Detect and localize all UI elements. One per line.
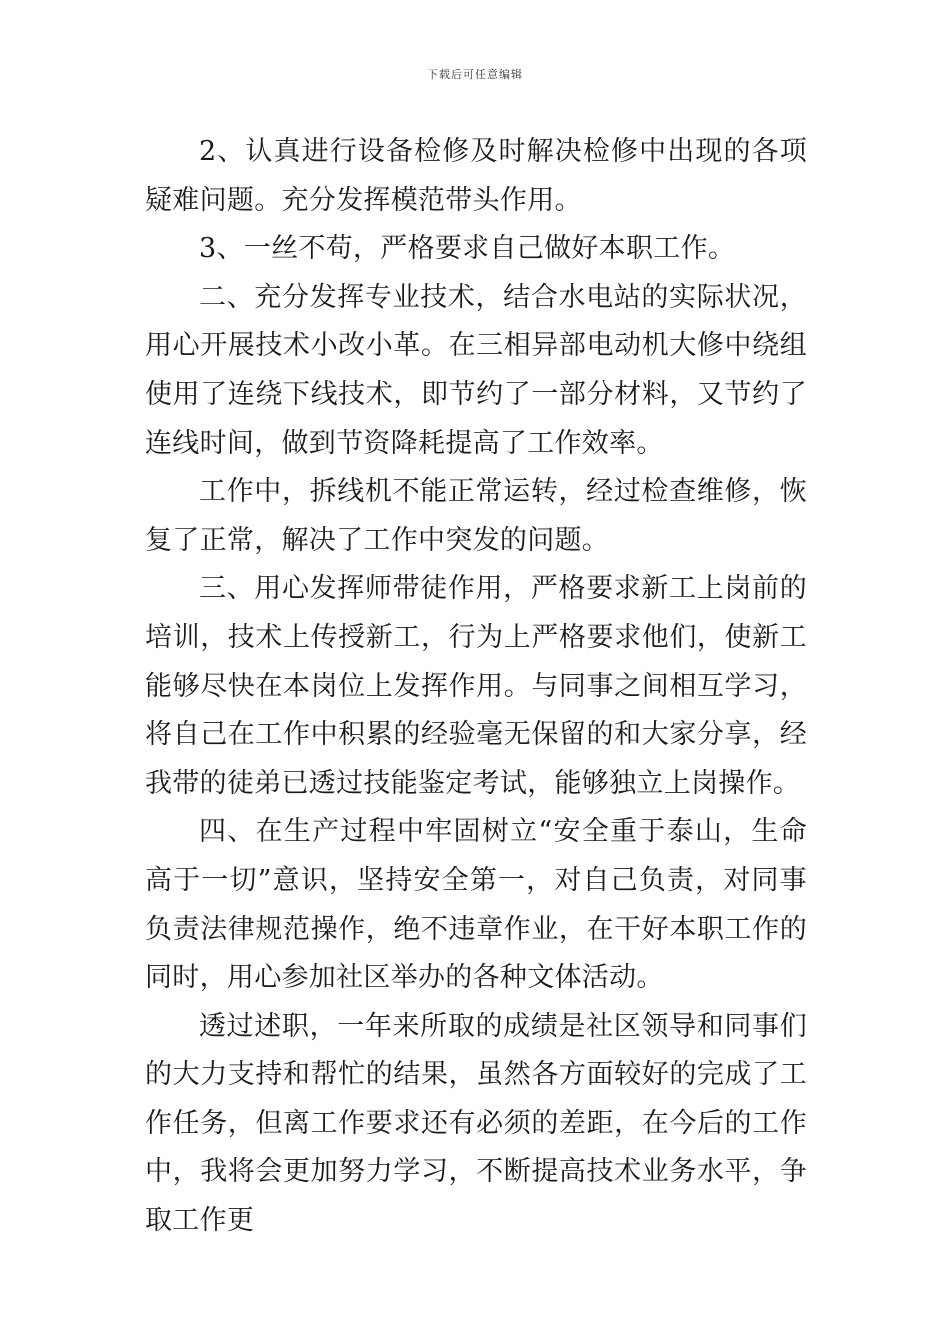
paragraph-machine-repair: 工作中，拆线机不能正常运转，经过检查维修，恢复了正常，解决了工作中突发的问题。 <box>145 476 807 556</box>
paragraph-item-2: 2、认真进行设备检修及时解决检修中出现的各项疑难问题。充分发挥模范带头作用。 <box>145 136 807 216</box>
paragraph-section-4: 四、在生产过程中牢固树立“安全重于泰山，生命高于一切”意识，坚持安全第一，对自己负责，对同事负责法律规范操作，绝不违章作业，在干好本职工作的同时，用心参加社区举办的各种文体活动。 <box>145 816 807 994</box>
paragraph-section-2: 二、充分发挥专业技术，结合水电站的实际状况，用心开展技术小改小革。在三相异部电动机大修中绕组使用了连绕下线技术，即节约了一部分材料，又节约了连线时间，做到节资降耗提高了工作效率。 <box>145 281 807 459</box>
page-header-note: 下载后可任意编辑 <box>427 68 523 81</box>
document-body <box>145 128 807 1246</box>
paragraph-item-3: 3、一丝不苟，严格要求自己做好本职工作。 <box>199 233 736 265</box>
paragraph-section-3: 三、用心发挥师带徒作用，严格要求新工上岗前的培训，技术上传授新工，行为上严格要求他们，使新工能够尽快在本岗位上发挥作用。与同事之间相互学习，将自己在工作中积累的经验毫无保留的和大家分享，经我带的徒弟已透过技能鉴定考试，能够独立上岗操作。 <box>145 573 807 799</box>
paragraph-summary: 透过述职，一年来所取的成绩是社区领导和同事们的大力支持和帮忙的结果，虽然各方面较好的完成了工作任务，但离工作要求还有必须的差距，在今后的工作中，我将会更加努力学习，不断提高技术业务水平，争取工作更 <box>145 1010 807 1237</box>
